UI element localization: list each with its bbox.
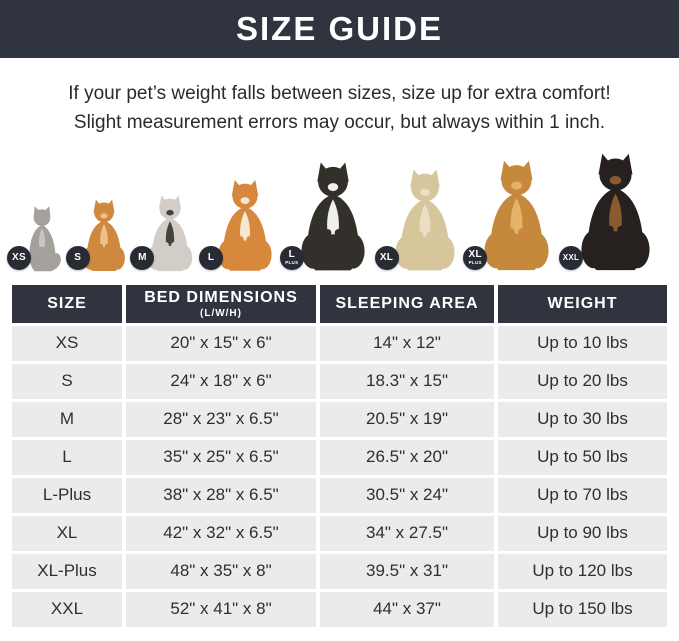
cell-size: XL-Plus [12,554,122,589]
size-badge-label: L [288,249,296,261]
size-badge-xs [7,246,31,270]
cell-size: S [12,364,122,399]
animal-slot-xs [12,205,68,273]
cell-weight: Up to 90 lbs [498,516,667,551]
column-header-sleep [320,285,494,323]
cell-sleep: 34" x 27.5" [320,516,494,551]
size-badge-xl [375,246,399,270]
column-header-sublabel: (L/W/H) [200,307,242,319]
cell-size: M [12,402,122,437]
cell-weight: Up to 120 lbs [498,554,667,589]
cell-size: L-Plus [12,478,122,513]
cell-weight: Up to 70 lbs [498,478,667,513]
column-header-weight [498,285,667,323]
size-badge-xl-plus [463,246,487,270]
cell-bed: 35" x 25" x 6.5" [126,440,316,475]
cell-bed: 48" x 35" x 8" [126,554,316,589]
cell-weight: Up to 30 lbs [498,402,667,437]
animal-slot-m [139,193,201,273]
cell-weight: Up to 150 lbs [498,592,667,627]
column-header-size [12,285,122,323]
cell-bed: 28" x 23" x 6.5" [126,402,316,437]
size-badge-label: M [138,251,147,263]
column-header-label: BED DIMENSIONS [144,288,298,306]
cell-sleep: 18.3" x 15" [320,364,494,399]
size-badge-label: L [207,251,215,263]
pet-size-illustrations [12,145,663,273]
table-row-xl [12,516,667,551]
cell-sleep: 39.5" x 31" [320,554,494,589]
animal-slot-l [208,177,282,273]
table-row-xxl [12,592,667,627]
subtitle-line-2: Slight measurement errors may occur, but always within 1 inch. [73,112,606,134]
cell-bed: 24" x 18" x 6" [126,364,316,399]
page-title: SIZE GUIDE [235,10,444,47]
table-row-xl-plus [12,554,667,589]
cell-size: XXL [12,592,122,627]
cell-weight: Up to 10 lbs [498,326,667,361]
cell-weight: Up to 20 lbs [498,364,667,399]
cell-size: L [12,440,122,475]
animal-slot-xl [379,166,466,273]
size-badge-label: S [74,251,82,263]
table-row-l [12,440,667,475]
cell-sleep: 26.5" x 20" [320,440,494,475]
subtitle [10,79,669,138]
cell-sleep: 44" x 37" [320,592,494,627]
column-header-label: WEIGHT [547,294,618,312]
animal-slot-xl-plus [468,157,561,273]
size-badge-l [199,246,223,270]
animal-slot-xxl [562,150,663,273]
table-row-xs [12,326,667,361]
size-badge-sublabel: PLUS [468,260,482,266]
cell-bed: 42" x 32" x 6.5" [126,516,316,551]
cell-sleep: 20.5" x 19" [320,402,494,437]
size-badge-l-plus [280,246,304,270]
column-header-label: SIZE [47,294,87,312]
title-bar [0,0,679,58]
column-header-label: SLEEPING AREA [335,294,479,312]
size-badge-label: XL [468,249,482,261]
animal-slot-s [75,197,133,273]
size-badge-xxl [559,246,583,270]
size-badge-s [66,246,90,270]
size-guide-table [8,282,671,630]
table-row-l-plus [12,478,667,513]
cell-bed: 52" x 41" x 8" [126,592,316,627]
table-row-m [12,402,667,437]
subtitle-line-1: If your pet’s weight falls between sizes, size up for extra comfort! [68,83,611,104]
cell-bed: 20" x 15" x 6" [126,326,316,361]
column-header-bed [126,285,316,323]
cell-size: XS [12,326,122,361]
cell-sleep: 14" x 12" [320,326,494,361]
cell-bed: 38" x 28" x 6.5" [126,478,316,513]
cell-sleep: 30.5" x 24" [320,478,494,513]
size-badge-label: XL [379,251,394,263]
cell-weight: Up to 50 lbs [498,440,667,475]
size-badge-label: XXL [562,252,580,262]
cell-size: XL [12,516,122,551]
size-badge-sublabel: PLUS [285,260,299,266]
size-badge-label: XS [12,251,26,263]
animal-slot-l-plus [285,159,377,273]
table-row-s [12,364,667,399]
